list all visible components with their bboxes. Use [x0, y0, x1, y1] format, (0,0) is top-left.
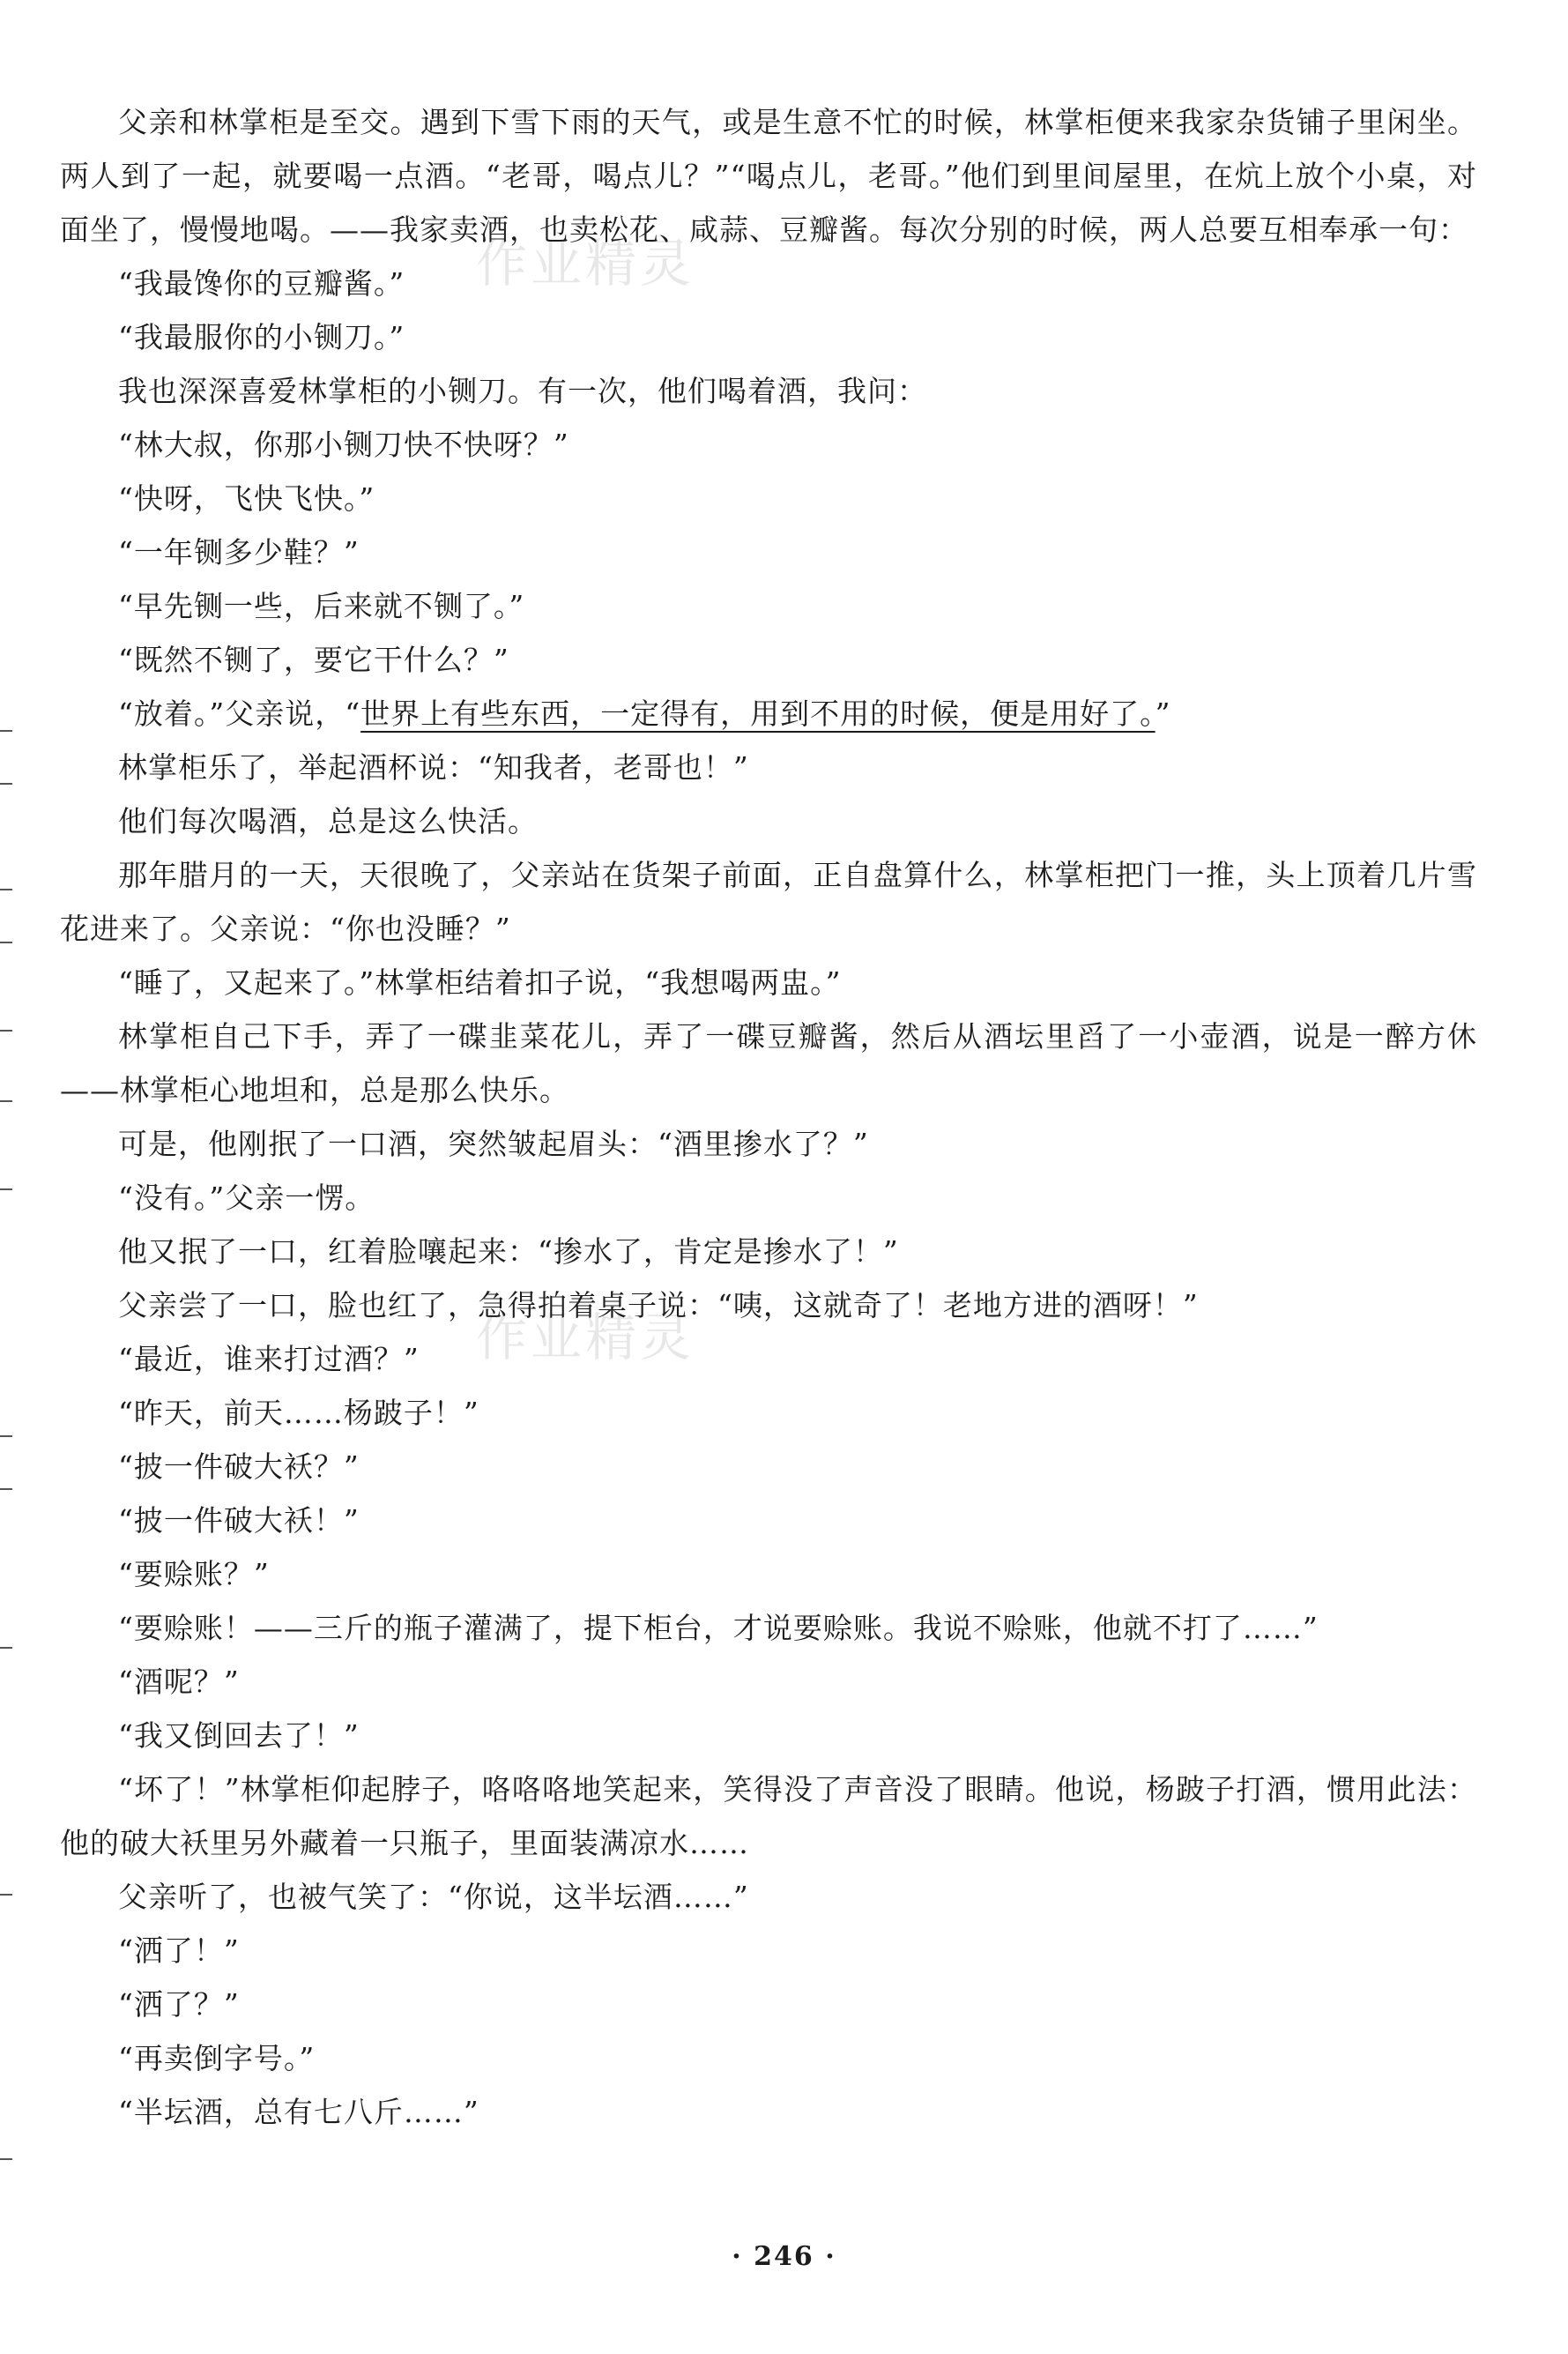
watermark-logo: 作业精灵	[476, 1307, 695, 1367]
document-body	[60, 95, 1477, 2139]
paragraph: 他又抿了一口，红着脸嚷起来：“掺水了，肯定是掺水了！”	[118, 1234, 899, 1269]
paragraph: “再卖倒字号。”	[118, 2041, 316, 2075]
paragraph: “坏了！”林掌柜仰起脖子，咯咯咯地笑起来，笑得没了声音没了眼睛。他说，杨跛子打酒，惯用此法：他的破大袄里另外藏着一只瓶子，里面装满凉水……	[60, 1772, 1477, 1860]
paragraph: “半坛酒，总有七八斤……”	[118, 2095, 479, 2129]
paragraph: “一年铡多少鞋？”	[118, 535, 360, 570]
page-number: · 246 ·	[732, 2241, 836, 2272]
paragraph: “既然不铡了，要它干什么？”	[118, 643, 509, 677]
paragraph: “没有。”父亲一愣。	[118, 1181, 375, 1215]
paragraph: 我也深深喜爱林掌柜的小铡刀。有一次，他们喝着酒，我问：	[118, 374, 927, 408]
paragraph: 那年腊月的一天，天很晚了，父亲站在货架子前面，正自盘算什么，林掌柜把门一推，头上顶着几片雪花进来了。父亲说：“你也没睡？”	[60, 858, 1477, 946]
paragraph: “昨天，前天……杨跛子！”	[118, 1396, 479, 1430]
paragraph: “最近，谁来打过酒？”	[118, 1342, 420, 1376]
paragraph: “洒了！”	[118, 1933, 240, 1968]
paragraph: “我最馋你的豆瓣酱。”	[118, 266, 405, 301]
paragraph: “我又倒回去了！”	[118, 1718, 360, 1753]
paragraph: “披一件破大袄！”	[118, 1503, 360, 1538]
paragraph	[60, 687, 1477, 741]
paragraph: 林掌柜自己下手，弄了一碟韭菜花儿，弄了一碟豆瓣酱，然后从酒坛里舀了一小壶酒，说是一醉方休——林掌柜心地坦和，总是那么快乐。	[60, 1019, 1477, 1107]
paragraph: “我最服你的小铡刀。”	[118, 320, 405, 354]
paragraph: “洒了？”	[118, 1987, 240, 2022]
paragraph: “要赊账？”	[118, 1557, 270, 1591]
paragraph: 父亲和林掌柜是至交。遇到下雪下雨的天气，或是生意不忙的时候，林掌柜便来我家杂货铺子里闲坐。两人到了一起，就要喝一点酒。“老哥，喝点儿？”“喝点儿，老哥。”他们到里间屋里，在炕上放个小桌，对面坐了，慢慢地喝。——我家卖酒，也卖松花、咸蒜、豆瓣酱。每次分别的时候，两人总要互相奉承一句：	[60, 105, 1477, 247]
watermark-logo: 作业精灵	[476, 234, 695, 294]
paragraph: 他们每次喝酒，总是这么快活。	[118, 804, 538, 838]
paragraph: 林掌柜乐了，举起酒杯说：“知我者，老哥也！”	[118, 750, 749, 785]
paragraph: “披一件破大袄？”	[118, 1449, 360, 1484]
underlined-sentence: 世界上有些东西，一定得有，用到不用的时候，便是用好了。	[360, 697, 1156, 731]
paragraph: 父亲尝了一口，脸也红了，急得拍着桌子说：“咦，这就奇了！老地方进的酒呀！”	[118, 1288, 1199, 1322]
paragraph-text: “放着。”父亲说，“	[118, 697, 361, 731]
paragraph: 父亲听了，也被气笑了：“你说，这半坛酒……”	[118, 1880, 749, 1914]
binding-margin-marks	[0, 95, 18, 2211]
paragraph: “酒呢？”	[118, 1665, 240, 1699]
paragraph: “快呀，飞快飞快。”	[118, 481, 375, 516]
paragraph: “睡了，又起来了。”林掌柜结着扣子说，“我想喝两盅。”	[118, 965, 842, 1000]
paragraph: “早先铡一些，后来就不铡了。”	[118, 589, 525, 623]
paragraph: “要赊账！——三斤的瓶子灌满了，提下柜台，才说要赊账。我说不赊账，他就不打了……”	[118, 1611, 1319, 1645]
paragraph: 可是，他刚抿了一口酒，突然皱起眉头：“酒里掺水了？”	[118, 1127, 869, 1161]
paragraph-text: ”	[1155, 697, 1171, 731]
paragraph: “林大叔，你那小铡刀快不快呀？”	[118, 428, 569, 462]
